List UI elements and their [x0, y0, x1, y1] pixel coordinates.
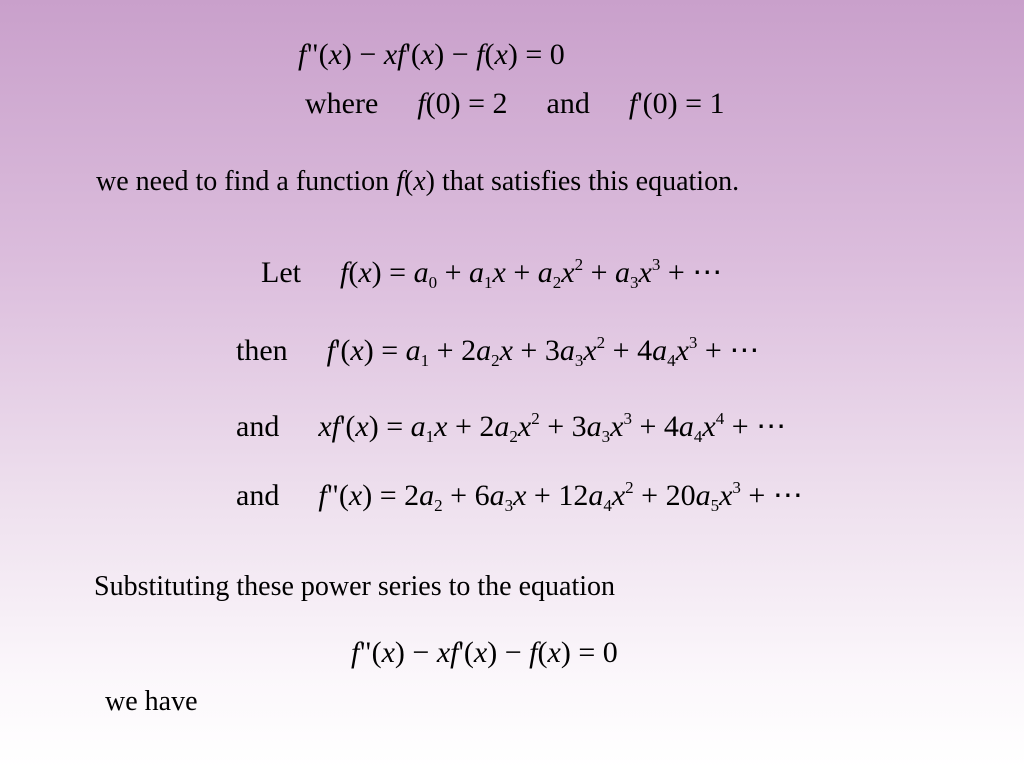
then-label: then — [236, 334, 288, 367]
equation-series-fdoubleprime: and f"(x) = $2a_2 + 6a_3x + 12a_4x^2 + 20a_5x^3$ + ⋯ — [236, 478, 803, 515]
substituting-text: Substituting these power series to the equation — [94, 571, 616, 602]
we-have-text: we have — [105, 686, 198, 717]
equation-series-fprime: then $f'(x) = a_1 + 2a_2x + 3a_3x^2 + 4a_4x^3$ + ⋯ — [236, 333, 760, 370]
equation-series-f: Let $f(x) = a_0 + a_1x + a_2x^2 + a_3x^3$ + ⋯ — [261, 255, 723, 292]
and-label-1: and — [236, 410, 280, 443]
equation-main: f"(x) − xf'(x) − f(x) = 0 — [298, 38, 565, 71]
sentence-find-function: we need to find a function f(x) that satisfies this equation. — [96, 166, 740, 197]
where-label: where — [305, 87, 379, 120]
equation-repeat: f"(x) − xf'(x) − f(x) = 0 — [351, 636, 618, 669]
and-label: and — [546, 87, 590, 120]
initial-conditions: where f(0) = 2 and f'(0) = 1 — [305, 87, 725, 120]
equation-series-xfprime: and $xf'(x) = a_1x + 2a_2x^2 + 3a_3x^3 + 4a_4x^4$ + ⋯ — [236, 409, 787, 446]
and-label-2: and — [236, 479, 280, 512]
let-label: Let — [261, 256, 301, 289]
